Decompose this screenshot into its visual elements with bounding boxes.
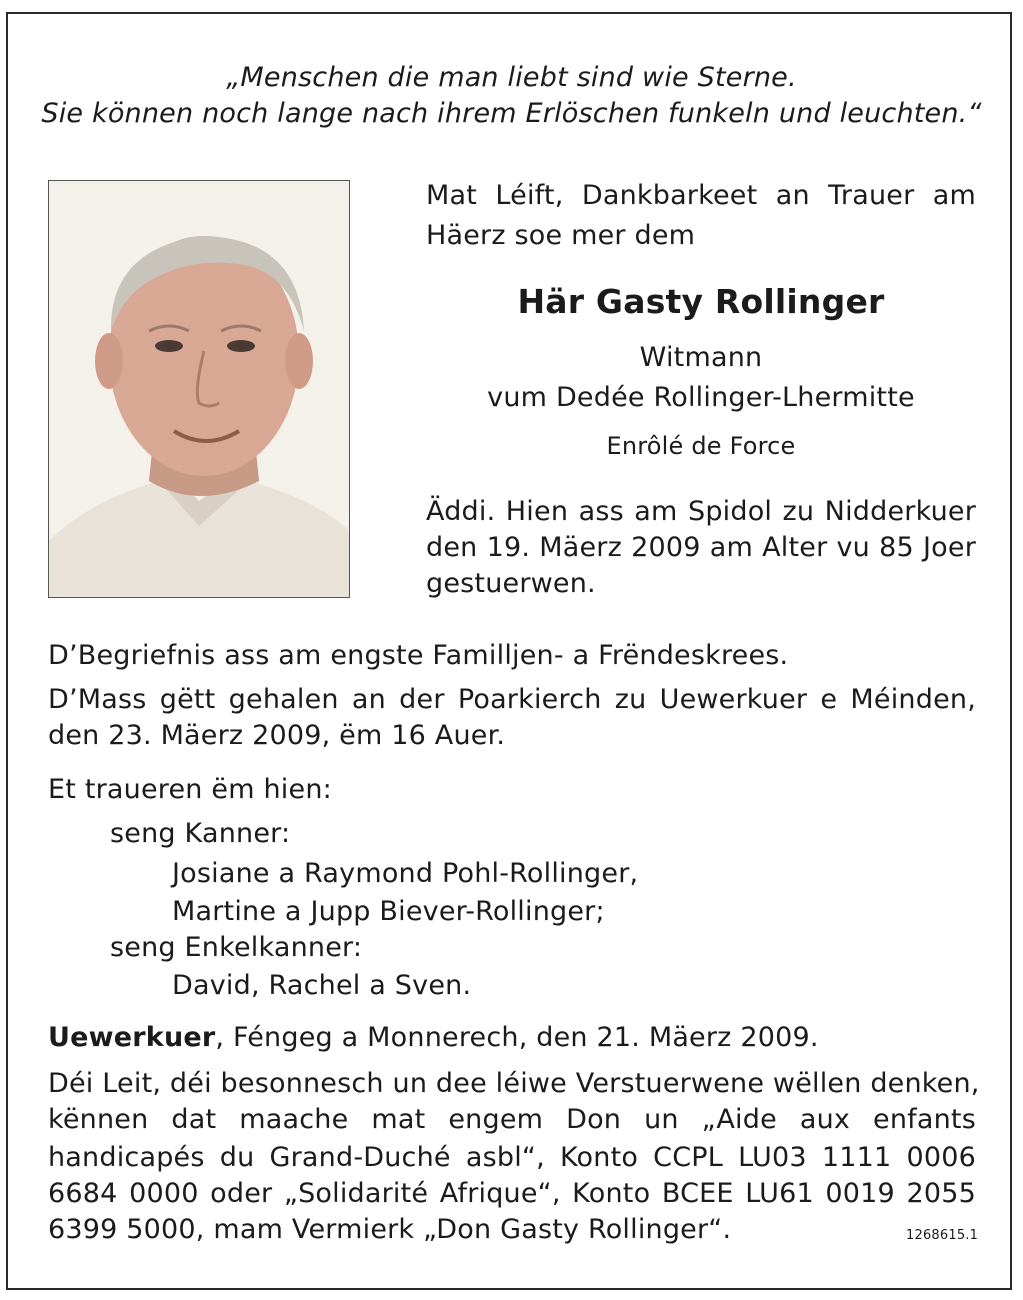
children-label: seng Kanner: [110,818,291,849]
signoff-place: Uewerkuer [48,1022,216,1053]
quote-line-1: „Menschen die man liebt sind wie Sterne. [226,62,797,93]
mourners-heading: Et traueren ëm hien: [48,774,332,805]
signoff-rest: , Féngeg a Monnerech, den 21. Mäerz 2009. [215,1022,819,1053]
death-line-1: Äddi. Hien ass am Spidol zu Nidderkuer [426,496,976,527]
donation-line-4: 6684 0000 oder „Solidarité Afrique“, Konto BCEE LU61 0019 2055 [48,1178,976,1209]
mass-line-2: den 23. Mäerz 2009, ëm 16 Auer. [48,720,506,751]
donation-line-3: handicapés du Grand-Duché asbl“, Konto CCPL LU03 1111 0006 [48,1142,976,1173]
child-entry: Josiane a Raymond Pohl-Rollinger, [172,858,639,889]
deceased-name: Här Gasty Rollinger [517,282,885,321]
donation-line-1: Déi Leit, déi besonnesch un dee léiwe Verstuerwene wëllen denken, [48,1068,980,1099]
death-line-3: gestuerwen. [426,568,596,599]
mass-line-1: D’Mass gëtt gehalen an der Poarkierch zu Uewerkuer e Méinden, [48,684,976,715]
deceased-status: Witmann [639,342,763,373]
quote-line-2: Sie können noch lange nach ihrem Erlöschen funkeln und leuchten.“ [41,98,982,129]
signoff [48,1020,819,1056]
grandchildren-names: David, Rachel a Sven. [172,970,472,1001]
death-line-2: den 19. Mäerz 2009 am Alter vu 85 Joer [426,532,976,563]
deceased-note: Enrôlé de Force [606,432,796,460]
reference-number: 1268615.1 [906,1228,979,1243]
child-entry: Martine a Jupp Biever-Rollinger; [172,896,605,927]
deceased-spouse: vum Dedée Rollinger-Lhermitte [487,382,915,413]
portrait-photo [48,180,350,598]
burial-text: D’Begriefnis ass am engste Familljen- a Frëndeskrees. [48,640,789,671]
donation-line-5: 6399 5000, mam Vermierk „Don Gasty Rollinger“. [48,1214,732,1245]
intro-line-2: Häerz soe mer dem [426,220,696,251]
donation-line-2: kënnen dat maache mat engem Don un „Aide aux enfants [48,1104,976,1135]
intro-line-1: Mat Léift, Dankbarkeet an Trauer am [426,180,976,211]
grandchildren-label: seng Enkelkanner: [110,932,363,963]
